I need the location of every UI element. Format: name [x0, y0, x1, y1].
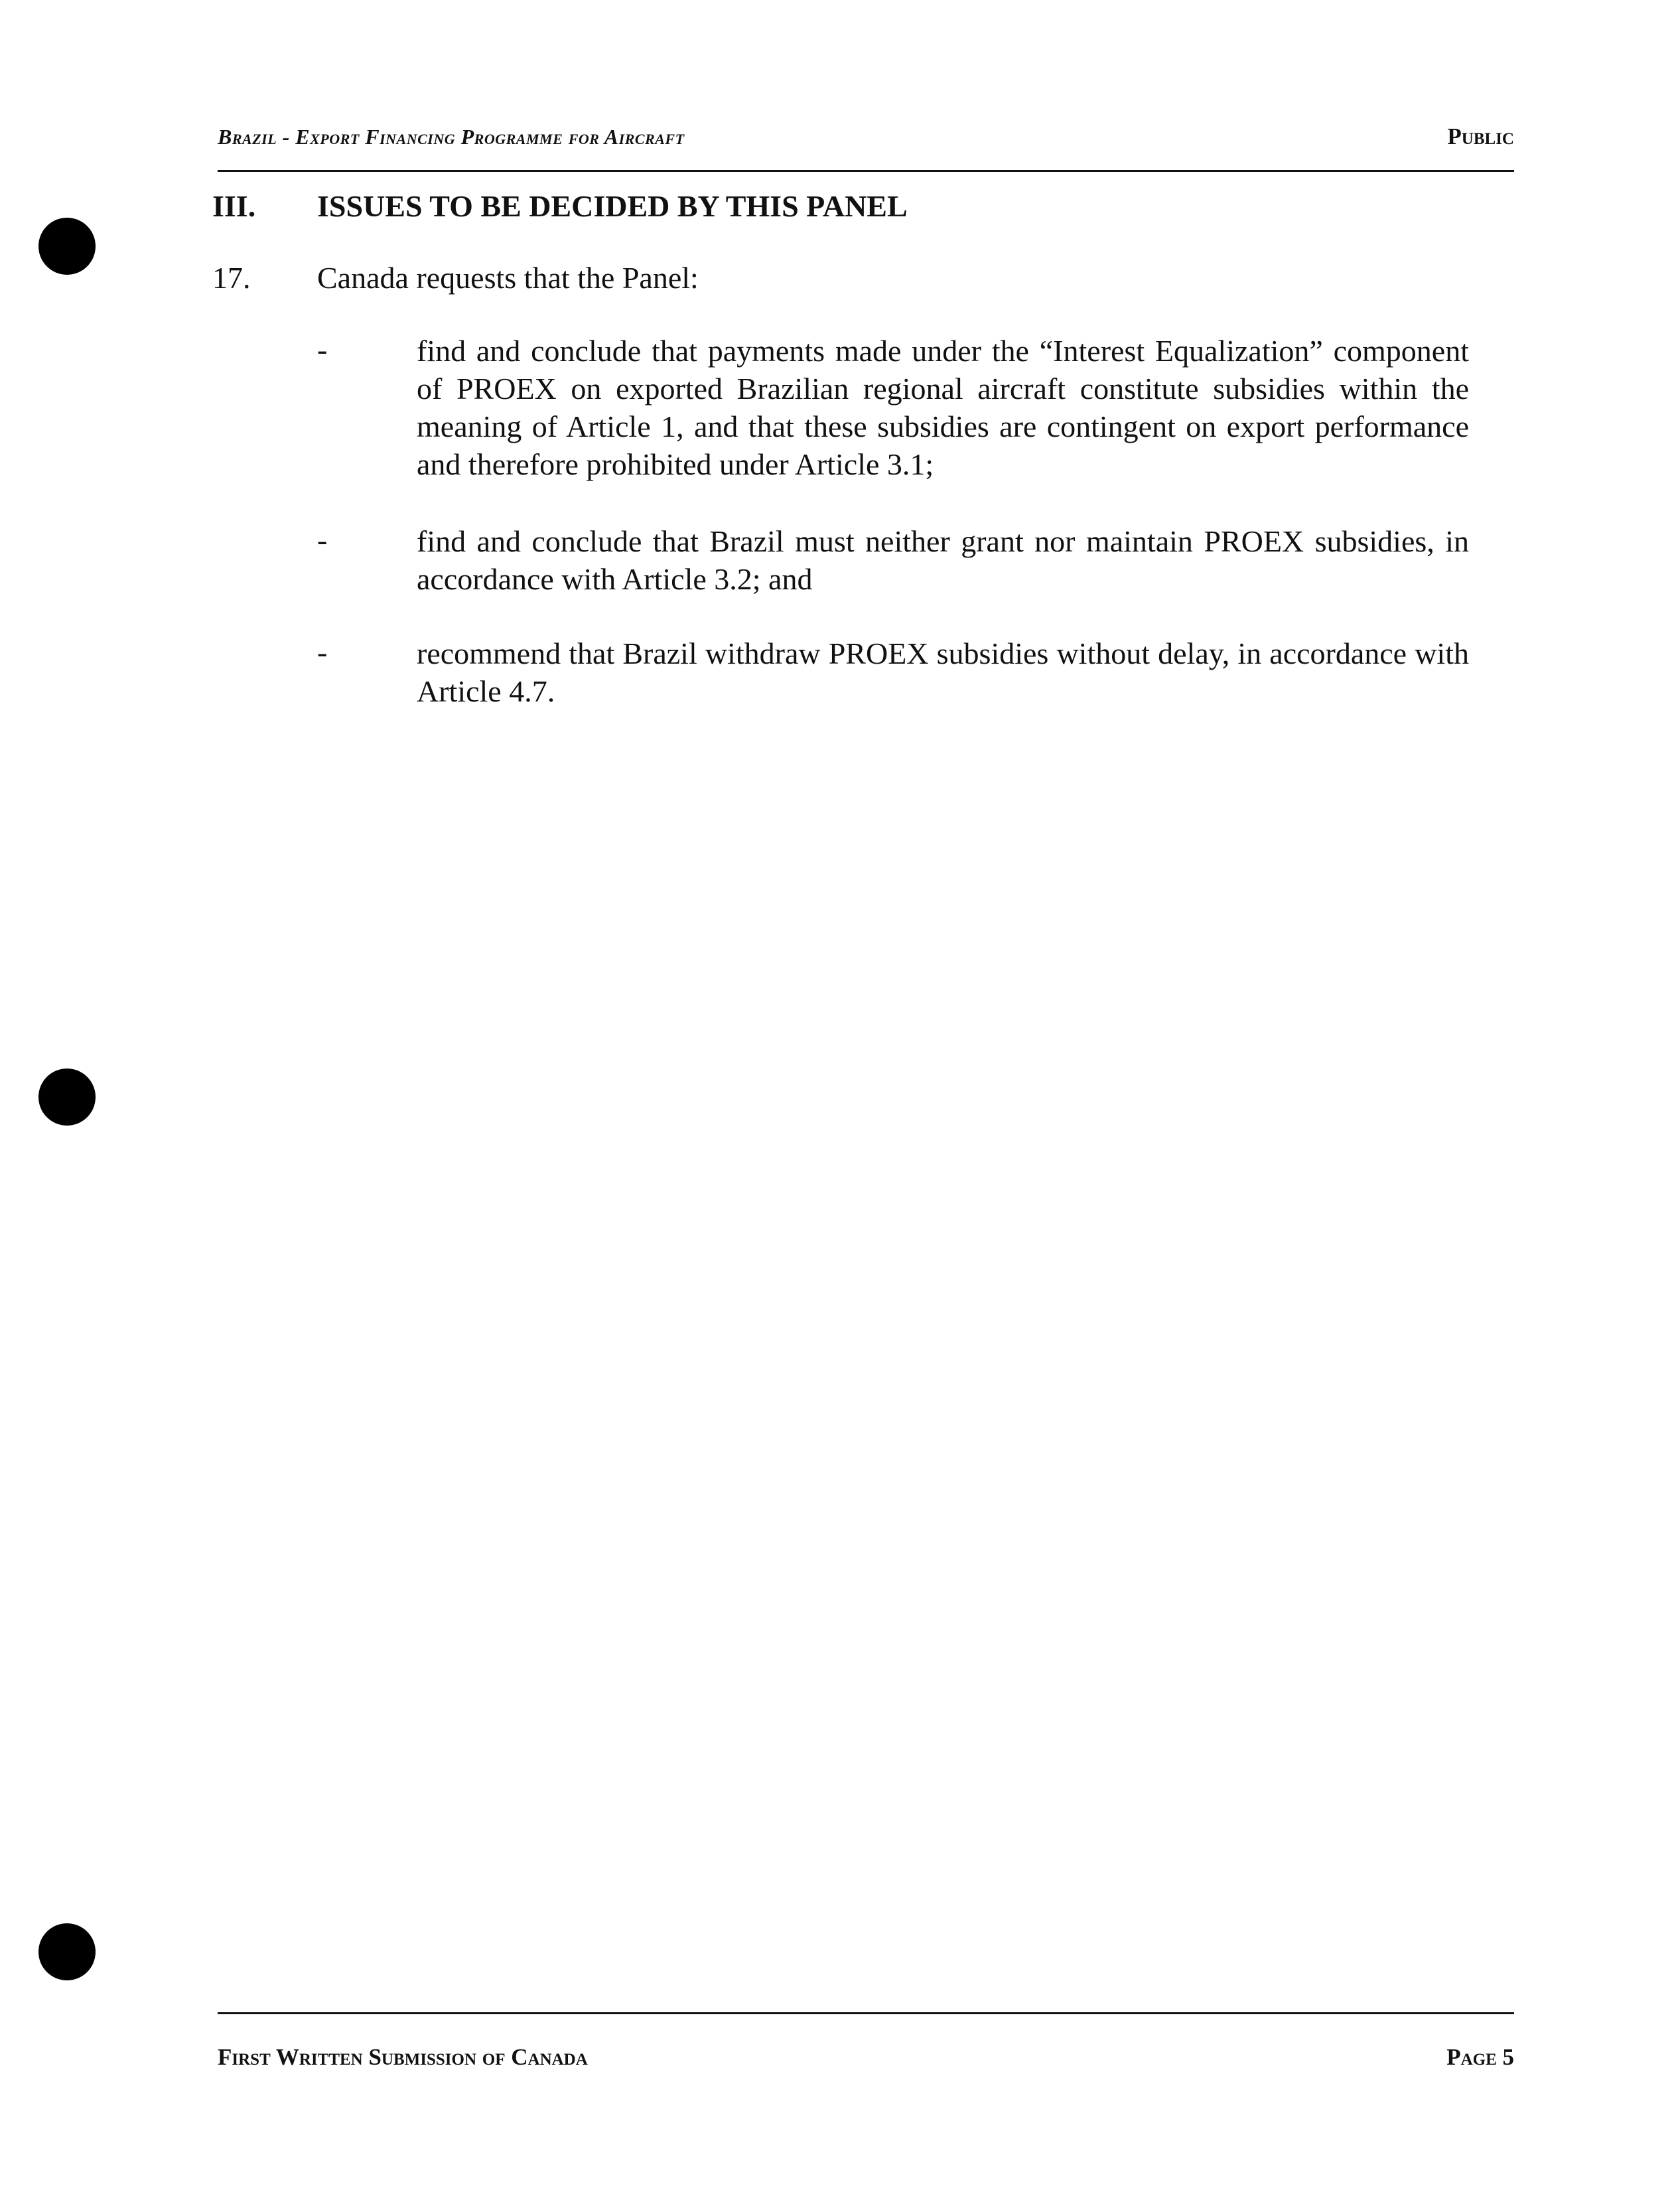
page-number: Page 5 — [1446, 2044, 1514, 2070]
list-item-dash: - — [317, 332, 328, 366]
punch-hole-middle — [38, 1069, 96, 1126]
header-rule — [218, 170, 1514, 172]
punch-hole-top — [38, 218, 96, 275]
punch-hole-bottom — [38, 1923, 96, 1980]
list-item-text: recommend that Brazil withdraw PROEX subsidies without delay, in accordance with Article 4.7. — [417, 636, 1469, 708]
list-item-text: find and conclude that Brazil must neither grant nor maintain PROEX subsidies, in accordance with Article 3.2; and — [417, 524, 1469, 596]
list-item-dash: - — [317, 635, 328, 669]
list-item-text: find and conclude that payments made under the “Interest Equalization” component of PROEX on exported Brazilian regional aircraft constitute subsidies within the meaning of Article 1, and that these subsidies are contingent on export performance and therefore prohibited under Article 3.1; — [417, 334, 1469, 481]
footer-rule — [218, 2012, 1514, 2014]
footer-document-title: First Written Submission of Canada — [218, 2044, 588, 2070]
running-header-title: Brazil - Export Financing Programme for Aircraft — [218, 125, 685, 149]
section-heading: ISSUES TO BE DECIDED BY THIS PANEL — [317, 189, 908, 223]
classification-label: Public — [1447, 123, 1514, 149]
paragraph-intro: Canada requests that the Panel: — [317, 261, 699, 295]
list-item-dash: - — [317, 523, 328, 557]
section-number: III. — [212, 189, 256, 223]
paragraph-number: 17. — [212, 261, 251, 295]
